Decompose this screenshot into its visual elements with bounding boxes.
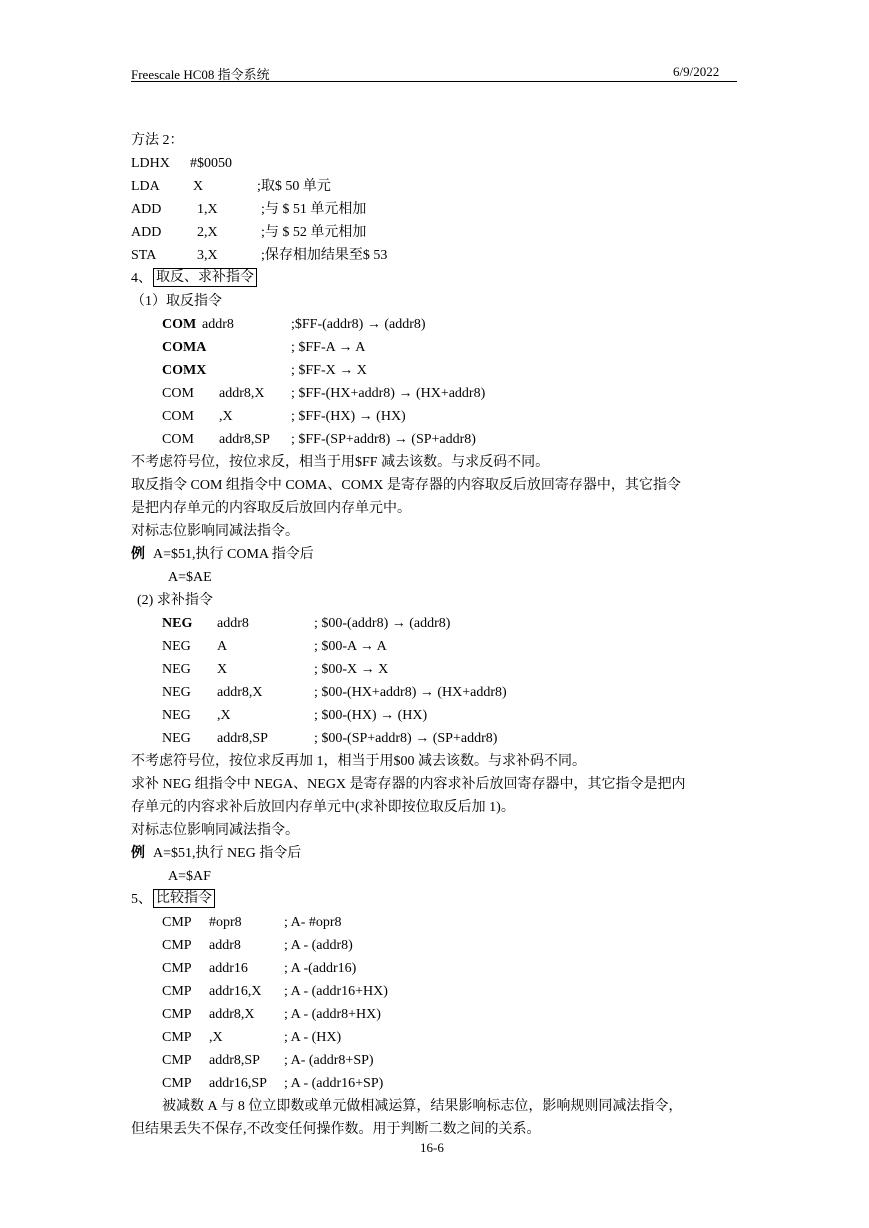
header-date: 6/9/2022 [673, 64, 720, 79]
header-title: Freescale HC08 指令系统 [131, 67, 270, 82]
header-rule [131, 81, 737, 82]
page-number: 16-6 [420, 1140, 444, 1155]
section-4-title-box: 取反、求补指令 [153, 268, 257, 287]
example-label: 例 [131, 846, 145, 861]
section-5-title-box: 比较指令 [153, 889, 215, 908]
example-label: 例 [131, 547, 145, 562]
